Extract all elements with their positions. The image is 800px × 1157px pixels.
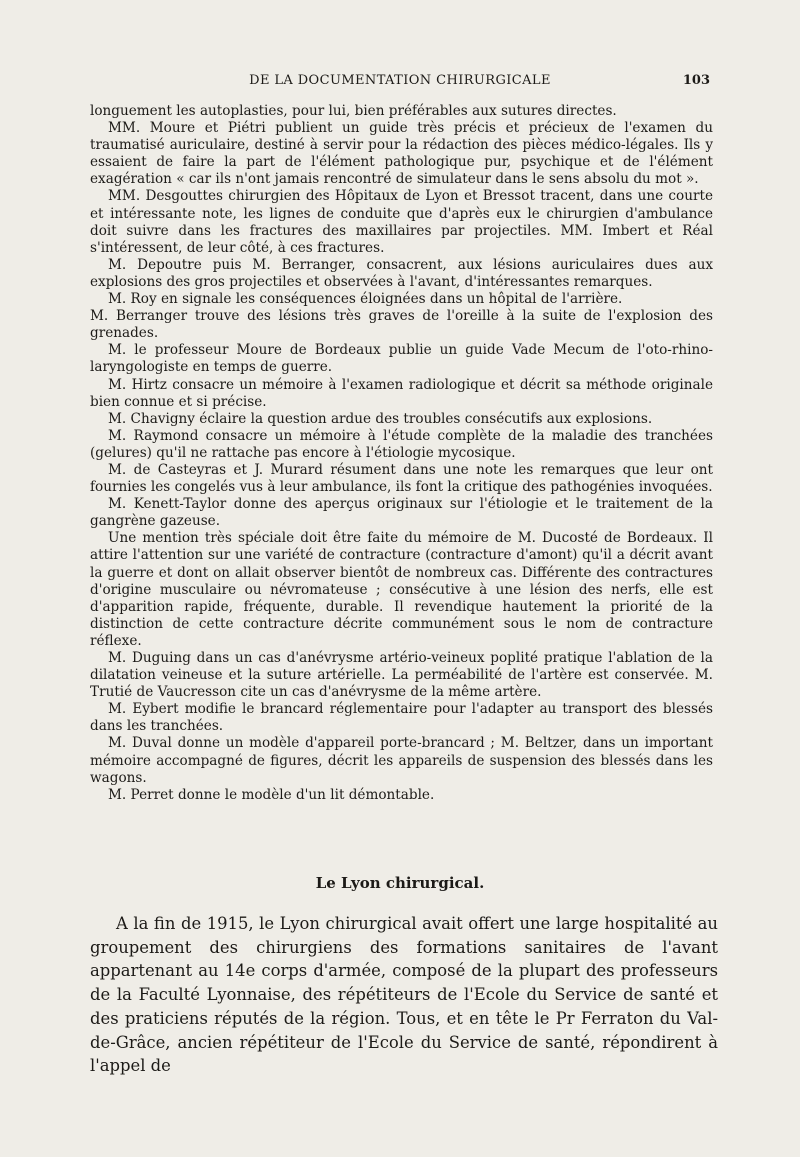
- section-title: Le Lyon chirurgical.: [315, 874, 485, 892]
- paragraph: M. Depoutre puis M. Berranger, consacrent, aux lésions auriculaires dues aux explosions des gros projectiles et observées à l'avant, d'intéressantes remarques.: [90, 256, 713, 290]
- running-title: DE LA DOCUMENTATION CHIRURGICALE: [249, 73, 551, 88]
- paragraph: M. Hirtz consacre un mémoire à l'examen radiologique et décrit sa méthode originale bien connue et si précise.: [90, 376, 713, 410]
- paragraph: M. Perret donne le modèle d'un lit démontable.: [108, 786, 435, 803]
- paragraph: M. Berranger trouve des lésions très graves de l'oreille à la suite de l'explosion des grenades.: [90, 308, 713, 342]
- paragraph: longuement les autoplasties, pour lui, bien préférables aux sutures directes.: [90, 103, 617, 119]
- page-number: 103: [682, 73, 710, 88]
- paragraph: M. le professeur Moure de Bordeaux publie un guide Vade Mecum de l'oto-rhino-laryngologiste en temps de guerre.: [90, 342, 713, 376]
- paragraph: M. Eybert modifie le brancard réglementaire pour l'adapter au transport des blessés dans les tranchées.: [90, 701, 713, 735]
- paragraph: MM. Desgouttes chirurgien des Hôpitaux de Lyon et Bressot tracent, dans une courte et intéressante note, les lignes de conduite que d'après eux le chirurgien d'ambulance doit suivre dans les fractures des maxillaires par projectiles. MM. Imbert et Réal s'intéressent, de leur côté, à ces fractures.: [90, 188, 713, 256]
- paragraph: M. Raymond consacre un mémoire à l'étude complète de la maladie des tranchées (gelures) qu'il ne rattache pas encore à l'étiologie mycosique.: [90, 427, 713, 461]
- paragraph: M. de Casteyras et J. Murard résument dans une note les remarques que leur ont fournies les congelés vus à leur ambulance, ils font la critique des pathogénies invoquées.: [90, 461, 713, 496]
- section-body: [90, 912, 718, 1078]
- paragraph: M. Duval donne un modèle d'appareil porte-brancard ; M. Beltzer, dans un important mémoire accompagné de figures, décrit les appareils de suspension des blessés dans les wagons.: [90, 735, 713, 786]
- section-paragraph: A la fin de 1915, le Lyon chirurgical avait offert une large hospitalité au groupement des chirurgiens des formations sanitaires de l'avant appartenant au 14e corps d'armée, composé de la plupart des professeurs de la Faculté Lyonnaise, des répétiteurs de l'Ecole du Service de santé et des praticiens réputés de la région. Tous, et en tête le Pr Ferraton du Val-de-Grâce, ancien répétiteur de l'Ecole du Service de santé, répondirent à l'appel de: [90, 914, 718, 1076]
- paragraph: MM. Moure et Piétri publient un guide très précis et précieux de l'examen du traumatisé auriculaire, destiné à servir pour la rédaction des pièces médico-légales. Ils y essaient de faire la part de l'élément pathologique pur, psychique et de l'élément exagération « car ils n'ont jamais rencontré de simulateur dans le sens absolu du mot ».: [90, 120, 713, 188]
- body-text: [90, 103, 713, 804]
- paragraph: M. Duguing dans un cas d'anévrysme artério-veineux poplité pratique l'ablation de la dilatation veineuse et la suture artérielle. La perméabilité de l'artère est conservée. M. Trutié de Vaucresson cite un cas d'anévrysme de la même artère.: [90, 650, 713, 701]
- paragraph: M. Roy en signale les conséquences éloignées dans un hôpital de l'arrière.: [108, 291, 623, 308]
- paragraph: M. Chavigny éclaire la question ardue des troubles consécutifs aux explosions.: [108, 410, 653, 427]
- paragraph: M. Kenett-Taylor donne des aperçus originaux sur l'étiologie et le traitement de la gangrène gazeuse.: [90, 496, 713, 530]
- running-header: [90, 73, 710, 95]
- paragraph: Une mention très spéciale doit être faite du mémoire de M. Ducosté de Bordeaux. Il attire l'attention sur une variété de contracture (contracture d'amont) qu'il a décrit avant la guerre et dont on allait observer bientôt de nombreux cas. Différente des contractures d'origine musculaire ou névromateuse ; consécutive à une lésion des nerfs, elle est d'apparition rapide, fréquente, durable. Il revendique hautement la priorité de la distinction de cette contracture décrite communément sous le nom de contracture réflexe.: [90, 530, 713, 649]
